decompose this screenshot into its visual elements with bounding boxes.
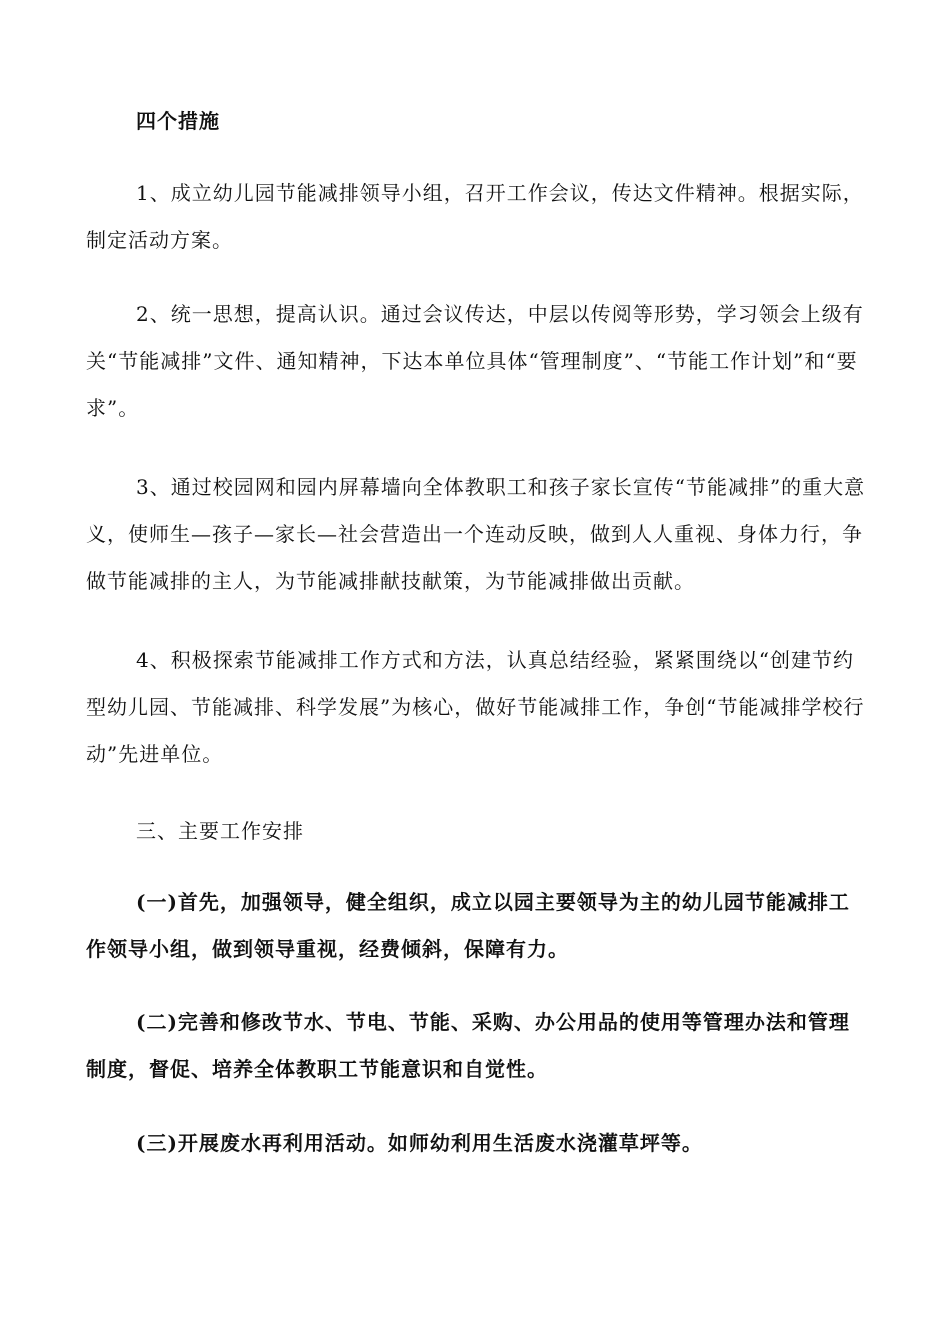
arrangement-item-1: (一)首先，加强领导，健全组织，成立以园主要领导为主的幼儿园节能减排工作领导小组，做到领导重视，经费倾斜，保障有力。 <box>86 890 850 961</box>
measure-item-3: 3、通过校园网和园内屏幕墙向全体教职工和孩子家长宣传“节能减排”的重大意义，使师生—孩子—家长—社会营造出一个连动反映，做到人人重视、身体力行，争做节能减排的主人，为节能减排献技献策，为节能减排做出贡献。 <box>86 475 866 593</box>
arrangement-item-3: (三)开展废水再利用活动。如师幼利用生活废水浇灌草坪等。 <box>136 1131 703 1155</box>
arrangements-heading: 三、主要工作安排 <box>136 819 304 843</box>
measure-item-1: 1、成立幼儿园节能减排领导小组，召开工作会议，传达文件精神。根据实际，制定活动方案。 <box>86 181 864 252</box>
measures-heading: 四个措施 <box>136 109 220 133</box>
arrangement-item-2: (二)完善和修改节水、节电、节能、采购、办公用品的使用等管理办法和管理制度，督促、培养全体教职工节能意识和自觉性。 <box>86 1010 850 1081</box>
measure-item-2: 2、统一思想，提高认识。通过会议传达，中层以传阅等形势，学习领会上级有关“节能减排”文件、通知精神，下达本单位具体“管理制度”、“节能工作计划”和“要求”。 <box>86 302 864 420</box>
measure-item-4: 4、积极探索节能减排工作方式和方法，认真总结经验，紧紧围绕以“创建节约型幼儿园、节能减排、科学发展”为核心，做好节能减排工作，争创“节能减排学校行动”先进单位。 <box>86 648 865 766</box>
